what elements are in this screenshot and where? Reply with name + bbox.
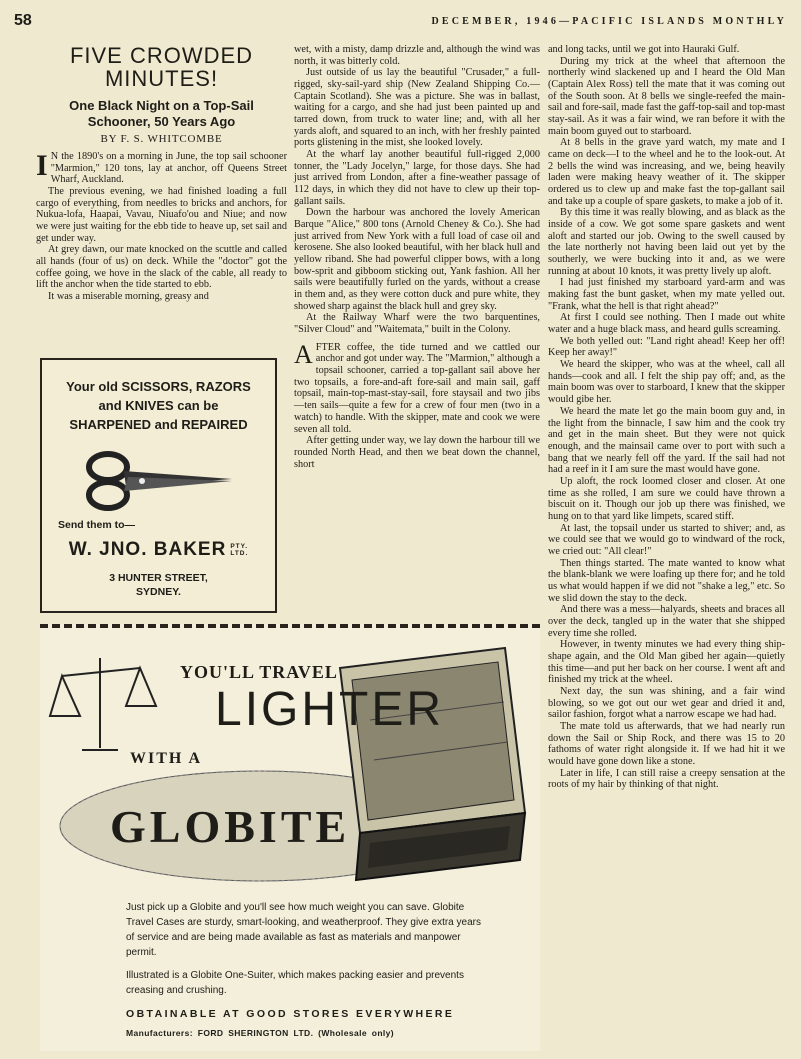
paragraph: I N the 1890's on a morning in June, the top sail schooner "Marmion," 120 tons, lay at anchor, off Queens Street Wharf, Auckland. (36, 148, 287, 186)
drop-cap: A (294, 339, 313, 369)
paragraph: And there was a mess—halyards, sheets and braces all over the deck, tangled up in the water that she shipped every time she rolled. (548, 604, 785, 639)
ad-travel-text: YOU'LL TRAVEL (180, 662, 338, 682)
paragraph: At first I could see nothing. Then I made out white water and a huge black mass, and heard gulls screaming. (548, 312, 785, 336)
paragraph: It was a miserable morning, greasy and (48, 290, 209, 302)
paragraph: We heard the mate let go the main boom guy and, in the light from the binnacle, I saw him and the cook try and get in the main sheet. But they were not quick enough, and the mainsail came over to port with such a bang that we nearly fell off the yard. If the sail had not had a reef in it I am sure the mast would have gone. (548, 405, 785, 476)
ad-address: 3 HUNTER STREET, SYDNEY. (109, 571, 208, 598)
paragraph: I had just finished my starboard yard-arm and was making fast the bunt gasket, when my mate yelled out. "Frank, what the hell is that right ahead?" (548, 277, 785, 312)
globite-advertisement (40, 624, 540, 1051)
ad-firm-name: W. JNO. BAKER PTY. LTD. (68, 538, 249, 560)
paragraph: Just outside of us lay the beautiful "Crusader," a full-rigged, sky-sail-yard ship (New Zealand Shipping Co.—Captain Scotland). She was a picture. She was in ballast, waiting for a cargo, and she had just been painted up and tarred down, from truck to water line; and, with all her yards aloft, and squared to an inch, with her freshly painted ports glistening in the mist, she looked lovely. (294, 67, 540, 149)
paragraph: AFTER coffee, the tide turned and we cattled our anchor and got under way. The "Marmion," although a topsail schooner, carried a top-gallant sail above her two topsails, a fore-and-aft fore-sail and main sail, gaff topsail, main-top-mast-stay-sail, fore staysail and two jibs—ten sails—quite a few for a crew of four men (two in a watch) to handle. With the skipper, mate and cook we were seven all told. (294, 339, 540, 435)
scissors-advertisement (40, 358, 277, 613)
paragraph: By this time it was really blowing, and as black as the inside of a cow. We got some spare gaskets and went aloft and started our job. Owing to the swell caused by the late northerly not having been laid out yet by the southerly, we were bucking into it and, as we were running at about 10 knots, it was pretty lively up aloft. (548, 207, 785, 277)
paragraph: Then things started. The mate wanted to know what the blank-blank we were loafing up there for; and he told us what would happen if we did not "shake a leg," etc. So we slid down the stay to the deck. (548, 557, 785, 604)
ad-body-copy: Just pick up a Globite and you'll see how much weight you can save. Globite Travel Cases are sturdy, smart-looking, and weatherproof. They give extra years of service and are being made available as fast as materials and manpower permit. Illustrated is a Globite One-Suiter, which makes packing easier and prevents creasing and crushing. (126, 902, 481, 996)
paragraph: After getting under way, we lay down the harbour till we rounded North Head, and then we beat down the channel, short (294, 435, 540, 470)
article-title: FIVE CROWDED MINUTES! (69, 43, 254, 92)
paragraph: Up aloft, the rock loomed closer and closer. At one time as she rolled, I am sure we could have thrown a biscuit on it. Though our job up there was finished, we hung on to that yard like limpets, scared stiff. (548, 475, 785, 522)
paragraph: During my trick at the wheel that afternoon the northerly wind slackened up and I heard the Old Man (Captain Alex Ross) tell the mate that it was coming out of the South soon. At 8 bells we single-reefed the main-sail and fore-sail, made fast the gaff-top-sail and top-mast stay-sail. As it was a fair wind, we ran before it with the main boom guyed out to starboard. (548, 55, 785, 137)
paragraph: However, in twenty minutes we had every thing ship-shape again, and the Old Man gibed her again—quietly this time—and put her back on her course. I went aft and finished my trick at the wheel. (548, 639, 785, 686)
ad-manufacturers-line: Manufacturers: FORD SHERINGTON LTD. (Wholesale only) (126, 1028, 395, 1038)
paragraph: The mate told us afterwards, that we had nearly run down the Sail or Ship Rock, and there was 15 to 20 fathoms of water right alongside it. If we had hit it we would have gone down like a stone. (548, 720, 785, 767)
scales-icon (50, 658, 156, 750)
paragraph: Down the harbour was anchored the lovely American Barque "Alice," 800 tons (Arnold Cheney & Co.). She had just arrived from New York with a full load of case oil and kerosene. She also looked beautiful, with her black hull and yellow riband. She had powerful clipper bows, with a long bow-sprit and gibboom sticking out, Yank fashion. All her sails were beautifully furled on the yards, without a crease in them and, as they were cotton duck and pure white, they showed sharp against the black hull and grey sky. (294, 207, 540, 312)
drop-cap: I (36, 148, 48, 182)
ad-with-text: WITH A (130, 750, 203, 767)
paragraph: wet, with a misty, damp drizzle and, although the wind was north, it was bitterly cold. (294, 44, 540, 67)
scissors-icon (84, 445, 234, 515)
paragraph: Later in life, I can still raise a creepy sensation at the roots of my hair by thinking of that night. (548, 767, 785, 791)
ad-send-line: Send them to— (58, 518, 136, 531)
paragraph: At the wharf lay another beautiful full-rigged 2,000 tonner, the "Lady Jocelyn," large, for those days. She had just arrived from London, after a fine-weather passage of 112 days, in which they did not have to clew up their top-gallant sails. (294, 149, 540, 207)
paragraph: Next day, the sun was shining, and a fair wind blowing, so we got out our wet gear and dried it and, sailor fashion, forgot what a narrow escape we had had. (548, 685, 785, 721)
ad-obtainable-line: OBTAINABLE AT GOOD STORES EVERYWHERE (126, 1008, 455, 1020)
page-number: 58 (14, 12, 32, 29)
paragraph: At the Railway Wharf were the two barquentines, "Silver Cloud" and "Waitemata," built in the Colony. (294, 312, 540, 336)
article-byline: BY F. S. WHITCOMBE (100, 133, 223, 146)
article-subtitle: One Black Night on a Top-Sail Schooner, 50 Years Ago (69, 98, 254, 129)
paragraph: At 8 bells in the grave yard watch, my mate and I came on deck—I to the wheel and he to the look-out. At 2 bells the wind was increasing, and we, being heavily laden were making heavy weather of it. The skipper ordered us to clew up and make fast the top-gallant sail and take up a couple of spare gaskets, to make a job of it. (548, 137, 785, 207)
paragraph: At grey dawn, our mate knocked on the scuttle and called all hands (four of us) on deck. While the "doctor" got the coffee going, we hove in the slack of the cable, all ready to lift the anchor when the tide started to ebb. (36, 244, 287, 291)
paragraph: The previous evening, we had finished loading a full cargo of everything, from needles to bricks and anchors, for Nukua-lofa, Haapai, Vavau, Niuafo'ou and Niue; and now we were just waiting for the ebb tide to heave up, set sail and get under way. (36, 185, 287, 244)
article-column-3 (548, 44, 785, 1049)
paragraph: and long tacks, until we got into Hauraki Gulf. (548, 44, 740, 55)
page-header (14, 12, 787, 36)
paragraph: At last, the topsail under us started to shiver; and, as we could see that we would go to windward of the rock, we cried out: "All clear!" (548, 522, 785, 557)
running-head: DECEMBER, 1946—PACIFIC ISLANDS MONTHLY (431, 16, 787, 27)
ad-brand-name: GLOBITE (110, 801, 351, 852)
paragraph: We heard the skipper, who was at the wheel, call all hands—cook and all. I felt the ship pay off; and, as the main boom was over to starboard, I knew that the skipper would gibe her. (548, 359, 785, 406)
paragraph: We both yelled out: "Land right ahead! Keep her off! Keep her away!" (548, 335, 785, 359)
ad-headline: Your old SCISSORS, RAZORS and KNIVES can be SHARPENED and REPAIRED (66, 379, 251, 432)
ad-lighter-text: LIGHTER (215, 683, 445, 736)
